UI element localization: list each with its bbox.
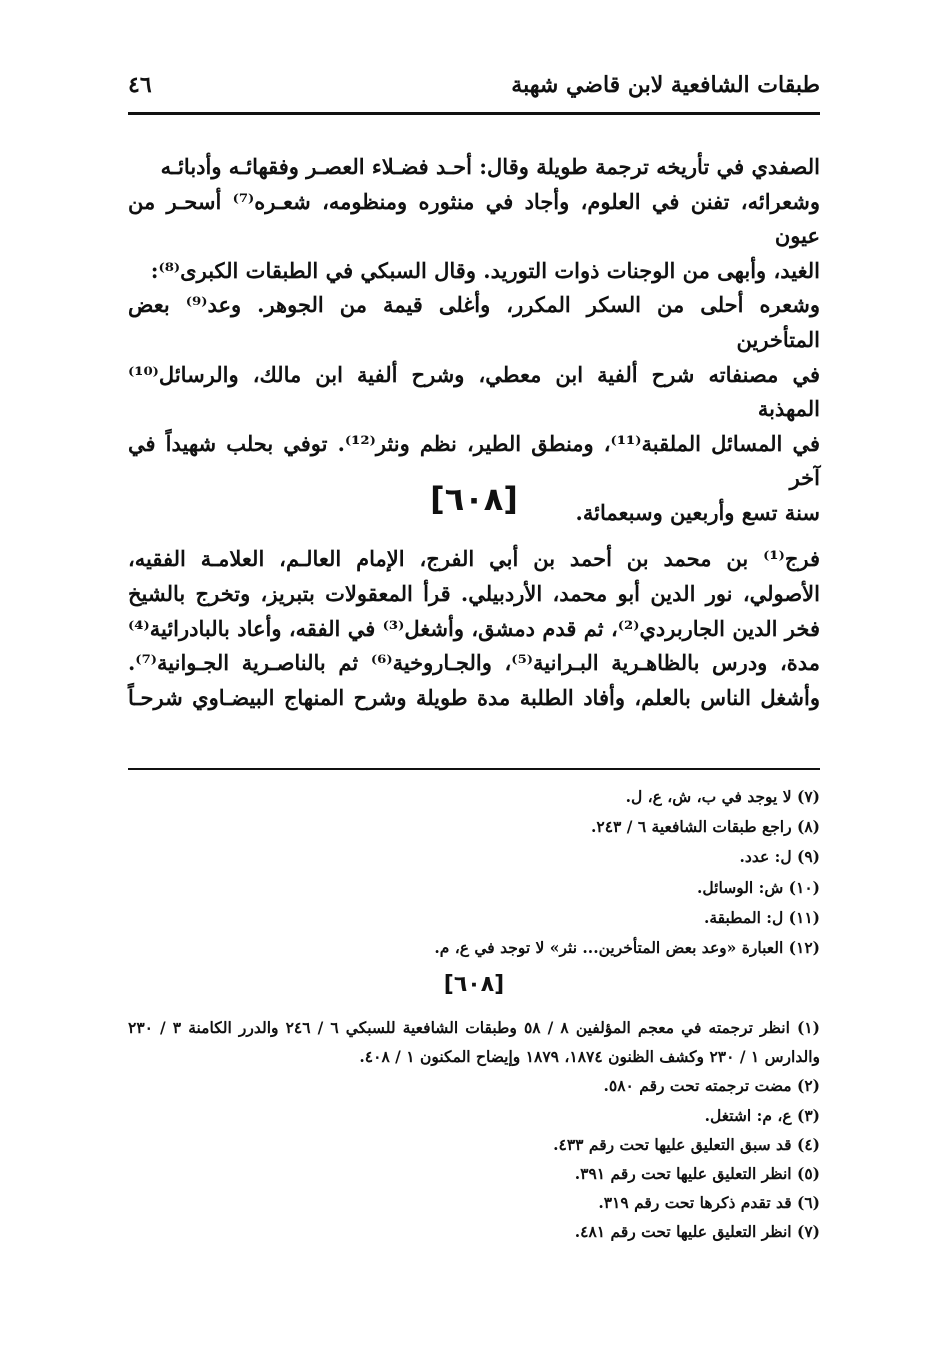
footnote: (٤) قد سبق التعليق عليها تحت رقم ٤٣٣. — [553, 1134, 820, 1154]
footnote: (١١) ل: المطبقة. — [703, 907, 820, 927]
text-line: سنة تسع وأربعين وسبعمائة. — [575, 499, 820, 525]
entry-608-text — [128, 542, 820, 716]
footnotes-entry-heading: [٦٠٨] — [443, 972, 505, 997]
text-line: وشعرائه، تفنن في العلوم، وأجاد في منثوره ومنظومه، شعـره⁽⁷⁾ أسحـر من عيون — [128, 188, 820, 249]
entry-number-heading: [٦٠٨] — [430, 480, 518, 518]
running-title: طبقات الشافعية لابن قاضي شهبة — [511, 72, 820, 98]
text-line: مدة، ودرس بالظاهـرية البـرانية⁽⁵⁾، والجـاروخية⁽⁶⁾ ثم بالناصـرية الجـوانية⁽⁷⁾. — [128, 650, 820, 676]
continued-biography-text — [128, 150, 820, 531]
footnote-separator — [128, 768, 820, 770]
footnote: (١٢) العبارة «وعد بعض المتأخرين... نثر» لا توجد في ع، م. — [434, 938, 820, 958]
footnote: (٩) ل: عدد. — [739, 847, 820, 867]
text-line: الأصولي، نور الدين أبو محمد، الأردبيلي. قرأ المعقولات بتبريز، وتخرج بالشيخ — [128, 580, 820, 606]
page-number: ٤٦ — [128, 72, 152, 98]
text-line: في مصنفاته شرح ألفية ابن معطي، وشرح ألفية ابن مالك، والرسائل⁽¹⁰⁾ المهذبة — [128, 361, 820, 422]
text-line: الغيد، وأبهى من الوجنات ذوات التوريد. وقال السبكي في الطبقات الكبرى⁽⁸⁾: — [150, 257, 820, 283]
text-line: وشعره أحلى من السكر المكرر، وأغلى قيمة من الجوهر. وعد⁽⁹⁾ بعض المتأخرين — [128, 292, 820, 352]
text-line: فخر الدين الجاربردي⁽²⁾، ثم قدم دمشق، وأشغل⁽³⁾ في الفقه، وأعاد بالبادرائية⁽⁴⁾ — [128, 615, 820, 641]
footnote: (٢) مضت ترجمته تحت رقم ٥٨٠. — [603, 1076, 820, 1096]
page-header — [128, 62, 820, 108]
text-line: الصفدي في تأريخه ترجمة طويلة وقال: أحـد فضـلاء العصـر وفقهائـه وأدبائـه — [160, 154, 820, 179]
header-rule — [128, 112, 820, 115]
footnote: (١) انظر ترجمته في معجم المؤلفين ٨ / ٥٨ وطبقات الشافعية للسبكي ٦ / ٢٤٦ والدرر الكامنة ٣ / ٢٣٠ والدارس ١ / ٢٣٠ وكشف الظنون ١٨٧٤، ١٨٧٩ وإيضاح المكنون ١ / ٤٠٨. — [128, 1018, 820, 1067]
text-line: في المسائل الملقبة⁽¹¹⁾، ومنطق الطير، نظم ونثر⁽¹²⁾. توفي بحلب شهيداً في آخر — [128, 430, 820, 491]
footnote: (٣) ع، م: اشتغل. — [704, 1105, 820, 1125]
footnotes-entry-608 — [128, 1013, 820, 1247]
footnote: (٧) لا يوجد في ب، ش، ع، ل. — [625, 787, 820, 806]
footnotes-previous-entry — [128, 782, 820, 963]
text-line: وأشغل الناس بالعلم، وأفاد الطلبة مدة طويلة وشرح المنهاج البيضـاوي شرحـاً — [128, 685, 820, 711]
footnote: (٨) راجع طبقات الشافعية ٦ / ٢٤٣. — [590, 817, 820, 837]
text-line: فرج⁽¹⁾ بن محمد بن أحمد بن أبي الفرج، الإمام العالـم، العلامـة الفقيه، — [128, 546, 820, 571]
footnote: (٥) انظر التعليق عليها تحت رقم ٣٩١. — [574, 1164, 820, 1184]
footnote: (١٠) ش: الوسائل. — [697, 877, 820, 897]
footnote: (٧) انظر التعليق عليها تحت رقم ٤٨١. — [574, 1222, 820, 1242]
footnote: (٦) قد تقدم ذكرها تحت رقم ٣١٩. — [598, 1193, 820, 1213]
